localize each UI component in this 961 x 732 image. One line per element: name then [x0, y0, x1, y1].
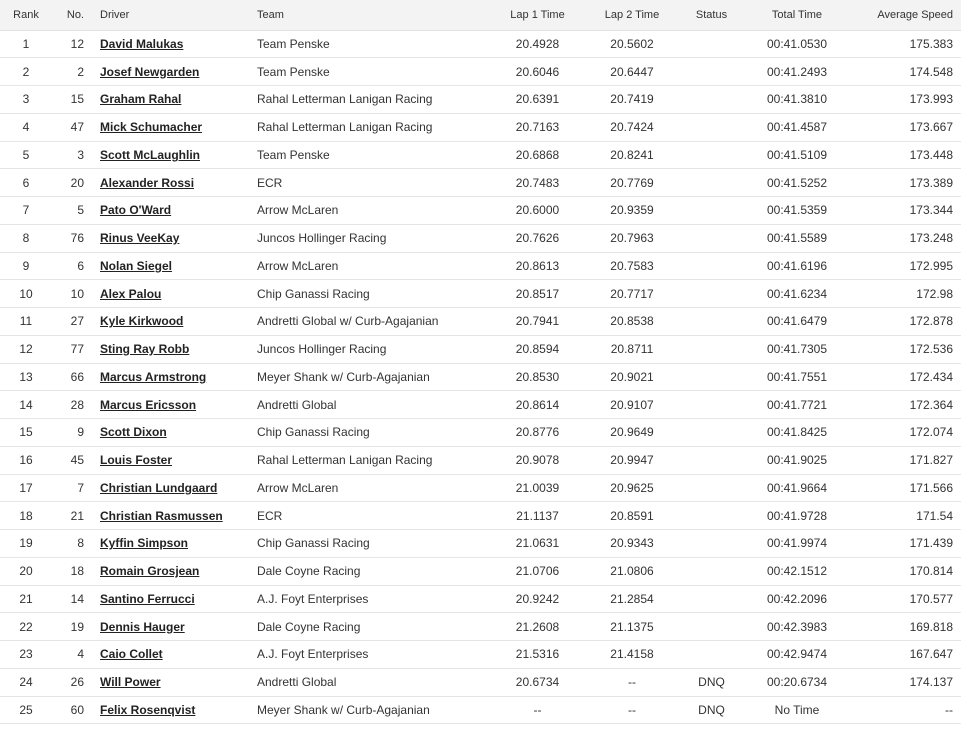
lap2-time-cell: 21.2854: [586, 585, 678, 613]
lap1-time-cell: 21.5316: [489, 641, 586, 669]
rank-cell: 11: [0, 308, 52, 336]
table-row: [0, 502, 961, 530]
total-time-cell: 00:42.2096: [745, 585, 849, 613]
average-speed-cell: 173.248: [849, 224, 961, 252]
driver-cell: [92, 169, 249, 197]
driver-cell: [92, 335, 249, 363]
rank-cell: 8: [0, 224, 52, 252]
driver-link[interactable]: Rinus VeeKay: [100, 231, 180, 246]
lap1-time-cell: 20.8613: [489, 252, 586, 280]
team-cell: Juncos Hollinger Racing: [249, 335, 489, 363]
lap2-time-cell: 21.1375: [586, 613, 678, 641]
total-time-cell: 00:41.9664: [745, 474, 849, 502]
driver-cell: [92, 224, 249, 252]
driver-cell: [92, 363, 249, 391]
lap2-time-cell: 20.7717: [586, 280, 678, 308]
team-cell: Andretti Global w/ Curb-Agajanian: [249, 308, 489, 336]
rank-cell: 25: [0, 696, 52, 724]
lap1-time-cell: 20.6046: [489, 58, 586, 86]
header-row: [0, 0, 961, 30]
total-time-cell: 00:41.2493: [745, 58, 849, 86]
average-speed-cell: 170.577: [849, 585, 961, 613]
average-speed-cell: 174.548: [849, 58, 961, 86]
total-time-cell: 00:41.7551: [745, 363, 849, 391]
team-cell: Arrow McLaren: [249, 197, 489, 225]
table-row: [0, 113, 961, 141]
lap2-time-cell: 20.8711: [586, 335, 678, 363]
lap1-time-cell: 20.8614: [489, 391, 586, 419]
rank-cell: 18: [0, 502, 52, 530]
driver-cell: [92, 585, 249, 613]
lap2-time-cell: 20.9947: [586, 446, 678, 474]
driver-link[interactable]: Alex Palou: [100, 286, 162, 301]
average-speed-cell: 173.344: [849, 197, 961, 225]
status-cell: [678, 224, 745, 252]
table-row: [0, 335, 961, 363]
driver-link[interactable]: Christian Rasmussen: [100, 508, 223, 523]
table-row: [0, 668, 961, 696]
lap1-time-cell: 20.8517: [489, 280, 586, 308]
rank-cell: 19: [0, 530, 52, 558]
team-cell: Team Penske: [249, 141, 489, 169]
total-time-cell: 00:41.5109: [745, 141, 849, 169]
header-no[interactable]: No.: [52, 0, 92, 30]
total-time-cell: 00:41.0530: [745, 30, 849, 58]
status-cell: [678, 363, 745, 391]
total-time-cell: 00:41.4587: [745, 113, 849, 141]
rank-cell: 6: [0, 169, 52, 197]
driver-cell: [92, 30, 249, 58]
car-number-cell: 19: [52, 613, 92, 641]
rank-cell: 22: [0, 613, 52, 641]
car-number-cell: 60: [52, 696, 92, 724]
car-number-cell: 66: [52, 363, 92, 391]
average-speed-cell: 173.389: [849, 169, 961, 197]
average-speed-cell: 172.536: [849, 335, 961, 363]
status-cell: [678, 86, 745, 114]
table-row: [0, 585, 961, 613]
lap2-time-cell: 20.9625: [586, 474, 678, 502]
lap2-time-cell: 20.8591: [586, 502, 678, 530]
rank-cell: 15: [0, 419, 52, 447]
status-cell: [678, 613, 745, 641]
average-speed-cell: 171.439: [849, 530, 961, 558]
driver-cell: [92, 474, 249, 502]
total-time-cell: 00:41.5359: [745, 197, 849, 225]
car-number-cell: 77: [52, 335, 92, 363]
driver-link[interactable]: Nolan Siegel: [100, 258, 173, 273]
team-cell: Chip Ganassi Racing: [249, 419, 489, 447]
header-lap2-time[interactable]: Lap 2 Time: [586, 0, 678, 30]
car-number-cell: 18: [52, 557, 92, 585]
driver-link[interactable]: Alexander Rossi: [100, 175, 195, 190]
driver-cell: [92, 86, 249, 114]
average-speed-cell: 172.074: [849, 419, 961, 447]
lap2-time-cell: 20.7963: [586, 224, 678, 252]
lap2-time-cell: 20.9359: [586, 197, 678, 225]
table-row: [0, 391, 961, 419]
lap2-time-cell: 20.7583: [586, 252, 678, 280]
car-number-cell: 27: [52, 308, 92, 336]
average-speed-cell: 170.814: [849, 557, 961, 585]
driver-link[interactable]: Kyle Kirkwood: [100, 314, 184, 329]
average-speed-cell: 172.98: [849, 280, 961, 308]
average-speed-cell: 173.448: [849, 141, 961, 169]
rank-cell: 9: [0, 252, 52, 280]
driver-cell: [92, 530, 249, 558]
driver-link[interactable]: Kyffin Simpson: [100, 536, 189, 551]
header-driver[interactable]: Driver: [92, 0, 249, 30]
rank-cell: 20: [0, 557, 52, 585]
team-cell: Chip Ganassi Racing: [249, 530, 489, 558]
lap1-time-cell: 20.9242: [489, 585, 586, 613]
lap1-time-cell: 20.7483: [489, 169, 586, 197]
table-row: [0, 280, 961, 308]
total-time-cell: 00:42.1512: [745, 557, 849, 585]
driver-link[interactable]: Josef Newgarden: [100, 64, 200, 79]
total-time-cell: 00:41.8425: [745, 419, 849, 447]
total-time-cell: 00:41.9025: [745, 446, 849, 474]
total-time-cell: 00:41.6196: [745, 252, 849, 280]
car-number-cell: 12: [52, 30, 92, 58]
lap1-time-cell: --: [489, 696, 586, 724]
lap1-time-cell: 21.1137: [489, 502, 586, 530]
status-cell: [678, 446, 745, 474]
lap1-time-cell: 20.4928: [489, 30, 586, 58]
lap2-time-cell: 21.0806: [586, 557, 678, 585]
team-cell: Meyer Shank w/ Curb-Agajanian: [249, 696, 489, 724]
lap2-time-cell: 20.7769: [586, 169, 678, 197]
average-speed-cell: 173.993: [849, 86, 961, 114]
lap1-time-cell: 20.7941: [489, 308, 586, 336]
status-cell: [678, 474, 745, 502]
team-cell: Rahal Letterman Lanigan Racing: [249, 446, 489, 474]
team-cell: A.J. Foyt Enterprises: [249, 585, 489, 613]
status-cell: [678, 335, 745, 363]
driver-link[interactable]: Scott Dixon: [100, 425, 167, 440]
rank-cell: 24: [0, 668, 52, 696]
car-number-cell: 45: [52, 446, 92, 474]
total-time-cell: No Time: [745, 696, 849, 724]
table-row: [0, 557, 961, 585]
rank-cell: 2: [0, 58, 52, 86]
lap1-time-cell: 20.6868: [489, 141, 586, 169]
average-speed-cell: 172.364: [849, 391, 961, 419]
driver-cell: [92, 252, 249, 280]
average-speed-cell: 173.667: [849, 113, 961, 141]
table-row: [0, 641, 961, 669]
table-row: [0, 86, 961, 114]
driver-cell: [92, 696, 249, 724]
lap2-time-cell: 20.7424: [586, 113, 678, 141]
average-speed-cell: 175.383: [849, 30, 961, 58]
driver-link[interactable]: Christian Lundgaard: [100, 480, 218, 495]
rank-cell: 7: [0, 197, 52, 225]
team-cell: Rahal Letterman Lanigan Racing: [249, 86, 489, 114]
total-time-cell: 00:42.3983: [745, 613, 849, 641]
team-cell: Chip Ganassi Racing: [249, 280, 489, 308]
driver-cell: [92, 557, 249, 585]
driver-cell: [92, 419, 249, 447]
table-row: [0, 474, 961, 502]
status-cell: [678, 641, 745, 669]
driver-link[interactable]: Scott McLaughlin: [100, 147, 200, 162]
lap2-time-cell: 20.9649: [586, 419, 678, 447]
team-cell: Team Penske: [249, 30, 489, 58]
table-row: [0, 224, 961, 252]
driver-cell: [92, 613, 249, 641]
table-row: [0, 308, 961, 336]
average-speed-cell: 172.995: [849, 252, 961, 280]
driver-cell: [92, 280, 249, 308]
car-number-cell: 21: [52, 502, 92, 530]
rank-cell: 10: [0, 280, 52, 308]
table-row: [0, 252, 961, 280]
car-number-cell: 2: [52, 58, 92, 86]
status-cell: [678, 502, 745, 530]
team-cell: Andretti Global: [249, 391, 489, 419]
total-time-cell: 00:41.5252: [745, 169, 849, 197]
rank-cell: 16: [0, 446, 52, 474]
team-cell: Juncos Hollinger Racing: [249, 224, 489, 252]
team-cell: Arrow McLaren: [249, 474, 489, 502]
average-speed-cell: 167.647: [849, 641, 961, 669]
total-time-cell: 00:41.6479: [745, 308, 849, 336]
status-cell: [678, 585, 745, 613]
lap2-time-cell: 20.6447: [586, 58, 678, 86]
driver-link[interactable]: Santino Ferrucci: [100, 591, 195, 606]
status-cell: [678, 557, 745, 585]
status-cell: [678, 252, 745, 280]
rank-cell: 23: [0, 641, 52, 669]
lap2-time-cell: --: [586, 696, 678, 724]
driver-link[interactable]: Mick Schumacher: [100, 120, 203, 135]
status-cell: [678, 58, 745, 86]
car-number-cell: 20: [52, 169, 92, 197]
team-cell: ECR: [249, 169, 489, 197]
car-number-cell: 9: [52, 419, 92, 447]
lap1-time-cell: 21.2608: [489, 613, 586, 641]
lap2-time-cell: 20.7419: [586, 86, 678, 114]
total-time-cell: 00:41.7721: [745, 391, 849, 419]
average-speed-cell: 172.434: [849, 363, 961, 391]
table-row: [0, 58, 961, 86]
status-cell: [678, 169, 745, 197]
header-team[interactable]: Team: [249, 0, 489, 30]
driver-link[interactable]: Felix Rosenqvist: [100, 702, 196, 717]
lap1-time-cell: 21.0631: [489, 530, 586, 558]
driver-cell: [92, 141, 249, 169]
status-cell: [678, 419, 745, 447]
status-cell: [678, 280, 745, 308]
total-time-cell: 00:20.6734: [745, 668, 849, 696]
car-number-cell: 8: [52, 530, 92, 558]
table-row: [0, 141, 961, 169]
rank-cell: 3: [0, 86, 52, 114]
team-cell: Dale Coyne Racing: [249, 557, 489, 585]
car-number-cell: 76: [52, 224, 92, 252]
average-speed-cell: 174.137: [849, 668, 961, 696]
status-cell: [678, 530, 745, 558]
header-status[interactable]: Status: [678, 0, 745, 30]
driver-cell: [92, 391, 249, 419]
lap2-time-cell: 20.9343: [586, 530, 678, 558]
car-number-cell: 26: [52, 668, 92, 696]
driver-cell: [92, 668, 249, 696]
total-time-cell: 00:41.9974: [745, 530, 849, 558]
driver-link[interactable]: Louis Foster: [100, 453, 173, 468]
lap1-time-cell: 20.8530: [489, 363, 586, 391]
status-cell: [678, 113, 745, 141]
lap2-time-cell: 20.9021: [586, 363, 678, 391]
table-row: [0, 197, 961, 225]
team-cell: Meyer Shank w/ Curb-Agajanian: [249, 363, 489, 391]
table-row: [0, 613, 961, 641]
rank-cell: 1: [0, 30, 52, 58]
total-time-cell: 00:41.3810: [745, 86, 849, 114]
car-number-cell: 15: [52, 86, 92, 114]
lap1-time-cell: 21.0706: [489, 557, 586, 585]
team-cell: Team Penske: [249, 58, 489, 86]
average-speed-cell: 171.827: [849, 446, 961, 474]
car-number-cell: 28: [52, 391, 92, 419]
lap2-time-cell: 21.4158: [586, 641, 678, 669]
rank-cell: 21: [0, 585, 52, 613]
car-number-cell: 10: [52, 280, 92, 308]
header-average-speed[interactable]: Average Speed: [849, 0, 961, 30]
table-row: [0, 530, 961, 558]
driver-cell: [92, 502, 249, 530]
table-row: [0, 696, 961, 724]
driver-link[interactable]: Caio Collet: [100, 647, 163, 662]
car-number-cell: 47: [52, 113, 92, 141]
driver-cell: [92, 197, 249, 225]
header-total-time[interactable]: Total Time: [745, 0, 849, 30]
lap1-time-cell: 20.8776: [489, 419, 586, 447]
driver-link[interactable]: Will Power: [100, 675, 161, 690]
total-time-cell: 00:41.9728: [745, 502, 849, 530]
team-cell: Rahal Letterman Lanigan Racing: [249, 113, 489, 141]
driver-cell: [92, 113, 249, 141]
lap1-time-cell: 20.6734: [489, 668, 586, 696]
average-speed-cell: 171.566: [849, 474, 961, 502]
total-time-cell: 00:41.5589: [745, 224, 849, 252]
lap1-time-cell: 20.8594: [489, 335, 586, 363]
lap1-time-cell: 20.9078: [489, 446, 586, 474]
lap1-time-cell: 20.6000: [489, 197, 586, 225]
lap2-time-cell: 20.5602: [586, 30, 678, 58]
status-cell: DNQ: [678, 668, 745, 696]
status-cell: [678, 308, 745, 336]
team-cell: A.J. Foyt Enterprises: [249, 641, 489, 669]
table-row: [0, 446, 961, 474]
status-cell: DNQ: [678, 696, 745, 724]
status-cell: [678, 391, 745, 419]
car-number-cell: 3: [52, 141, 92, 169]
car-number-cell: 5: [52, 197, 92, 225]
table-row: [0, 30, 961, 58]
lap2-time-cell: 20.8241: [586, 141, 678, 169]
lap2-time-cell: --: [586, 668, 678, 696]
team-cell: Andretti Global: [249, 668, 489, 696]
driver-link[interactable]: Romain Grosjean: [100, 564, 200, 579]
driver-link[interactable]: Marcus Ericsson: [100, 397, 197, 412]
lap2-time-cell: 20.8538: [586, 308, 678, 336]
average-speed-cell: 169.818: [849, 613, 961, 641]
average-speed-cell: 172.878: [849, 308, 961, 336]
car-number-cell: 14: [52, 585, 92, 613]
header-rank[interactable]: Rank: [0, 0, 52, 30]
driver-link[interactable]: Dennis Hauger: [100, 619, 185, 634]
rank-cell: 12: [0, 335, 52, 363]
status-cell: [678, 141, 745, 169]
car-number-cell: 6: [52, 252, 92, 280]
rank-cell: 13: [0, 363, 52, 391]
rank-cell: 14: [0, 391, 52, 419]
team-cell: Dale Coyne Racing: [249, 613, 489, 641]
driver-link[interactable]: Sting Ray Robb: [100, 342, 190, 357]
lap1-time-cell: 20.7163: [489, 113, 586, 141]
lap1-time-cell: 20.6391: [489, 86, 586, 114]
car-number-cell: 4: [52, 641, 92, 669]
rank-cell: 17: [0, 474, 52, 502]
driver-link[interactable]: Pato O'Ward: [100, 203, 172, 218]
team-cell: Arrow McLaren: [249, 252, 489, 280]
team-cell: ECR: [249, 502, 489, 530]
driver-link[interactable]: David Malukas: [100, 36, 184, 51]
driver-cell: [92, 308, 249, 336]
rank-cell: 5: [0, 141, 52, 169]
driver-link[interactable]: Marcus Armstrong: [100, 369, 207, 384]
rank-cell: 4: [0, 113, 52, 141]
results-body: [0, 30, 961, 724]
table-row: [0, 363, 961, 391]
status-cell: [678, 197, 745, 225]
header-lap1-time[interactable]: Lap 1 Time: [489, 0, 586, 30]
driver-cell: [92, 446, 249, 474]
status-cell: [678, 30, 745, 58]
average-speed-cell: --: [849, 696, 961, 724]
total-time-cell: 00:41.7305: [745, 335, 849, 363]
driver-link[interactable]: Graham Rahal: [100, 92, 182, 107]
total-time-cell: 00:42.9474: [745, 641, 849, 669]
lap1-time-cell: 21.0039: [489, 474, 586, 502]
table-row: [0, 419, 961, 447]
lap2-time-cell: 20.9107: [586, 391, 678, 419]
lap1-time-cell: 20.7626: [489, 224, 586, 252]
table-row: [0, 169, 961, 197]
driver-cell: [92, 58, 249, 86]
driver-cell: [92, 641, 249, 669]
average-speed-cell: 171.54: [849, 502, 961, 530]
total-time-cell: 00:41.6234: [745, 280, 849, 308]
car-number-cell: 7: [52, 474, 92, 502]
